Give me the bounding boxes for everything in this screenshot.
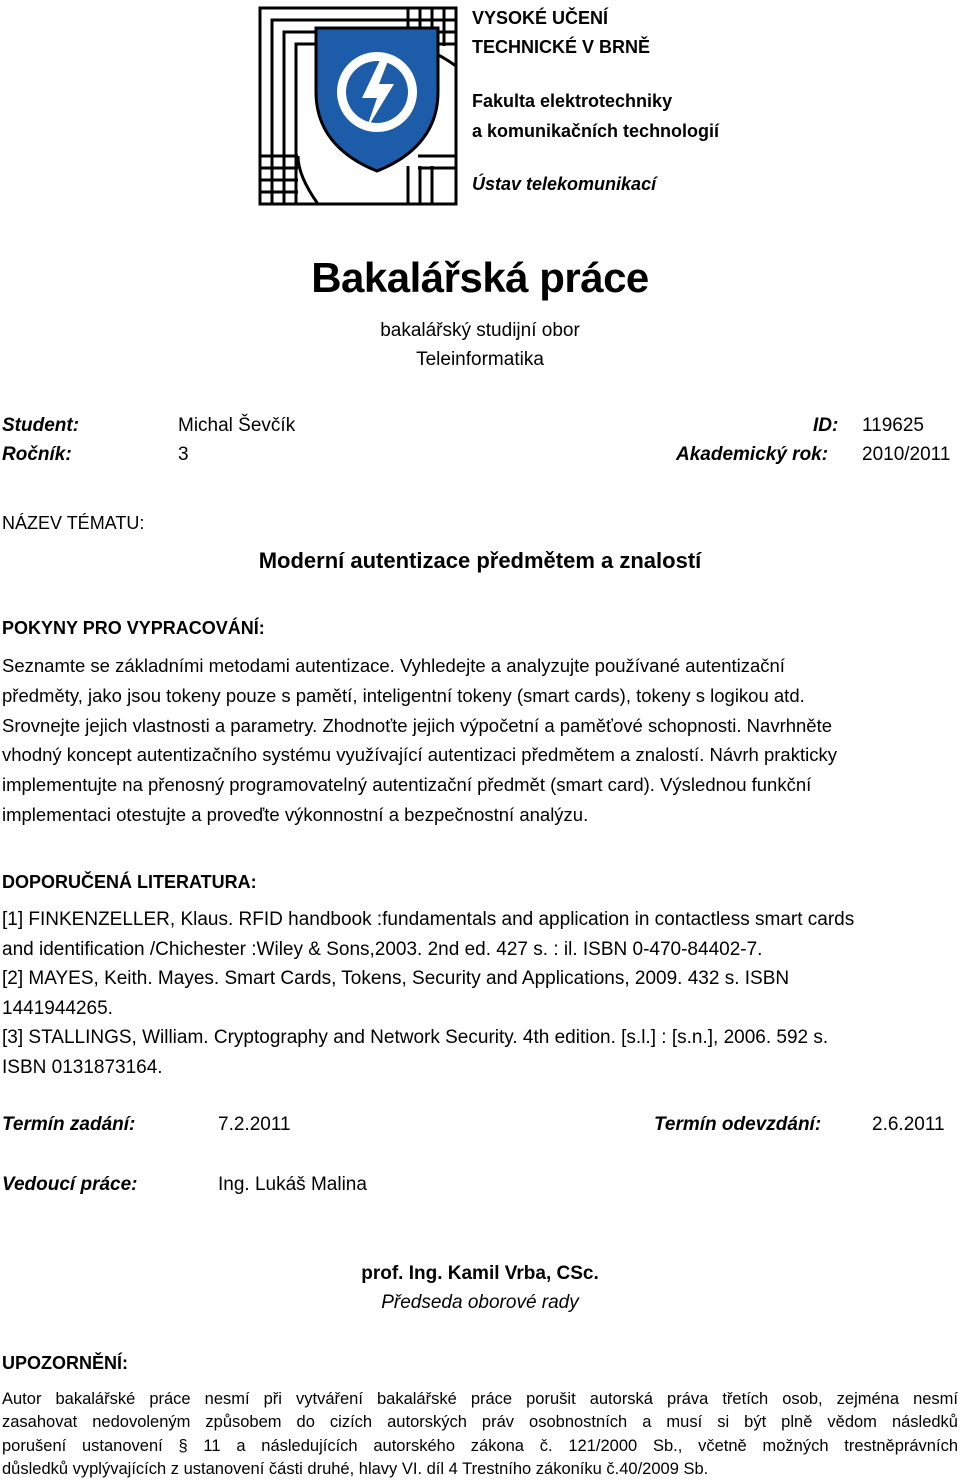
supervisor-label: Vedoucí práce: bbox=[2, 1174, 138, 1195]
topic-title: Moderní autentizace předmětem a znalostí bbox=[258, 548, 702, 573]
instructions-line: implementaci otestujte a proveďte výkonnostní a bezpečnostní analýzu. bbox=[2, 803, 589, 825]
notice-line: zasahovat nedovoleným způsobem do cizích autorských práv osobnostních a musí si být plně vědom následků bbox=[2, 1413, 958, 1432]
id-label: ID: bbox=[813, 415, 839, 436]
assigned-date-label: Termín zadání: bbox=[2, 1114, 136, 1135]
instructions-line: Seznamte se základními metodami autentizace. Vyhledejte a analyzujte používané autentizační bbox=[2, 655, 785, 676]
notice-label: UPOZORNĚNÍ: bbox=[2, 1353, 128, 1373]
assigned-date-value: 7.2.2011 bbox=[218, 1114, 291, 1135]
notice-line: Autor bakalářské práce nesmí při vytváření bakalářské práce porušit autorská práva třetích osob, zejména nesmí bbox=[2, 1390, 958, 1408]
chair-name: prof. Ing. Kamil Vrba, CSc. bbox=[361, 1263, 599, 1284]
literature-line: [1] FINKENZELLER, Klaus. RFID handbook :fundamentals and application in contactless smart cards bbox=[2, 909, 855, 930]
literature-line: ISBN 0131873164. bbox=[2, 1056, 163, 1078]
academic-year-label: Akademický rok: bbox=[676, 444, 829, 465]
due-date-value: 2.6.2011 bbox=[872, 1114, 945, 1135]
instructions-line: předměty, jako jsou tokeny pouze s pamětí, inteligentní tokeny (smart cards), tokeny s logikou atd. bbox=[2, 684, 805, 706]
institute-name: Ústav telekomunikací bbox=[472, 174, 657, 194]
due-date-label: Termín odevzdání: bbox=[654, 1114, 822, 1135]
topic-label: NÁZEV TÉMATU: bbox=[2, 513, 145, 533]
instructions-line: implementujte na přenosný programovatelný autentizační předmět (smart card). Výslednou funkční bbox=[2, 774, 812, 796]
study-field: Teleinformatika bbox=[416, 349, 544, 370]
literature-line: [3] STALLINGS, William. Cryptography and Network Security. 4th edition. [s.l.] : [s.n.], 2006. 592 s. bbox=[2, 1027, 829, 1048]
instructions-line: Srovnejte jejich vlastnosti a parametry. Zhodnoťte jejich výpočetní a paměťové schopnosti. Navrhněte bbox=[2, 714, 833, 736]
supervisor-name: Ing. Lukáš Malina bbox=[218, 1174, 367, 1195]
literature-label: DOPORUČENÁ LITERATURA: bbox=[2, 872, 257, 892]
notice-line: porušení ustanovení § 11 a následujících autorského zákona č. 121/2000 Sb., včetně možných trestněprávních bbox=[2, 1436, 958, 1455]
id-value: 119625 bbox=[862, 415, 924, 436]
year-value: 3 bbox=[178, 444, 189, 465]
instructions-label: POKYNY PRO VYPRACOVÁNÍ: bbox=[2, 618, 265, 638]
faculty-name-line2: a komunikačních technologií bbox=[472, 121, 720, 141]
university-name-line1: VYSOKÉ UČENÍ bbox=[472, 8, 609, 28]
page-title: Bakalářská práce bbox=[311, 254, 649, 301]
vut-shield-logo-icon bbox=[258, 6, 458, 206]
year-label: Ročník: bbox=[2, 444, 72, 465]
literature-line: [2] MAYES, Keith. Mayes. Smart Cards, Tokens, Security and Applications, 2009. 432 s. ISBN bbox=[2, 968, 790, 989]
academic-year-value: 2010/2011 bbox=[862, 444, 951, 465]
literature-line: and identification /Chichester :Wiley & Sons,2003. 2nd ed. 427 s. : il. ISBN 0-470-84402-7. bbox=[2, 938, 763, 960]
faculty-name-line1: Fakulta elektrotechniky bbox=[472, 91, 673, 111]
instructions-line: vhodný koncept autentizačního systému využívající autentizaci předmětem a znalostí. Návrh prakticky bbox=[2, 744, 837, 766]
university-name-line2: TECHNICKÉ V BRNĚ bbox=[472, 37, 651, 57]
chair-role: Předseda oborové rady bbox=[381, 1292, 579, 1313]
student-name: Michal Ševčík bbox=[178, 415, 296, 436]
notice-text bbox=[2, 1388, 958, 1481]
study-program: bakalářský studijní obor bbox=[380, 320, 580, 341]
notice-line: důsledků vyplývajících z ustanovení části druhé, hlavy VI. díl 4 Trestního zákoníku č.40/2009 Sb. bbox=[2, 1459, 709, 1478]
literature-line: 1441944265. bbox=[2, 997, 113, 1019]
instructions-text bbox=[2, 651, 958, 830]
student-label: Student: bbox=[2, 415, 80, 436]
literature-list bbox=[2, 905, 958, 1082]
